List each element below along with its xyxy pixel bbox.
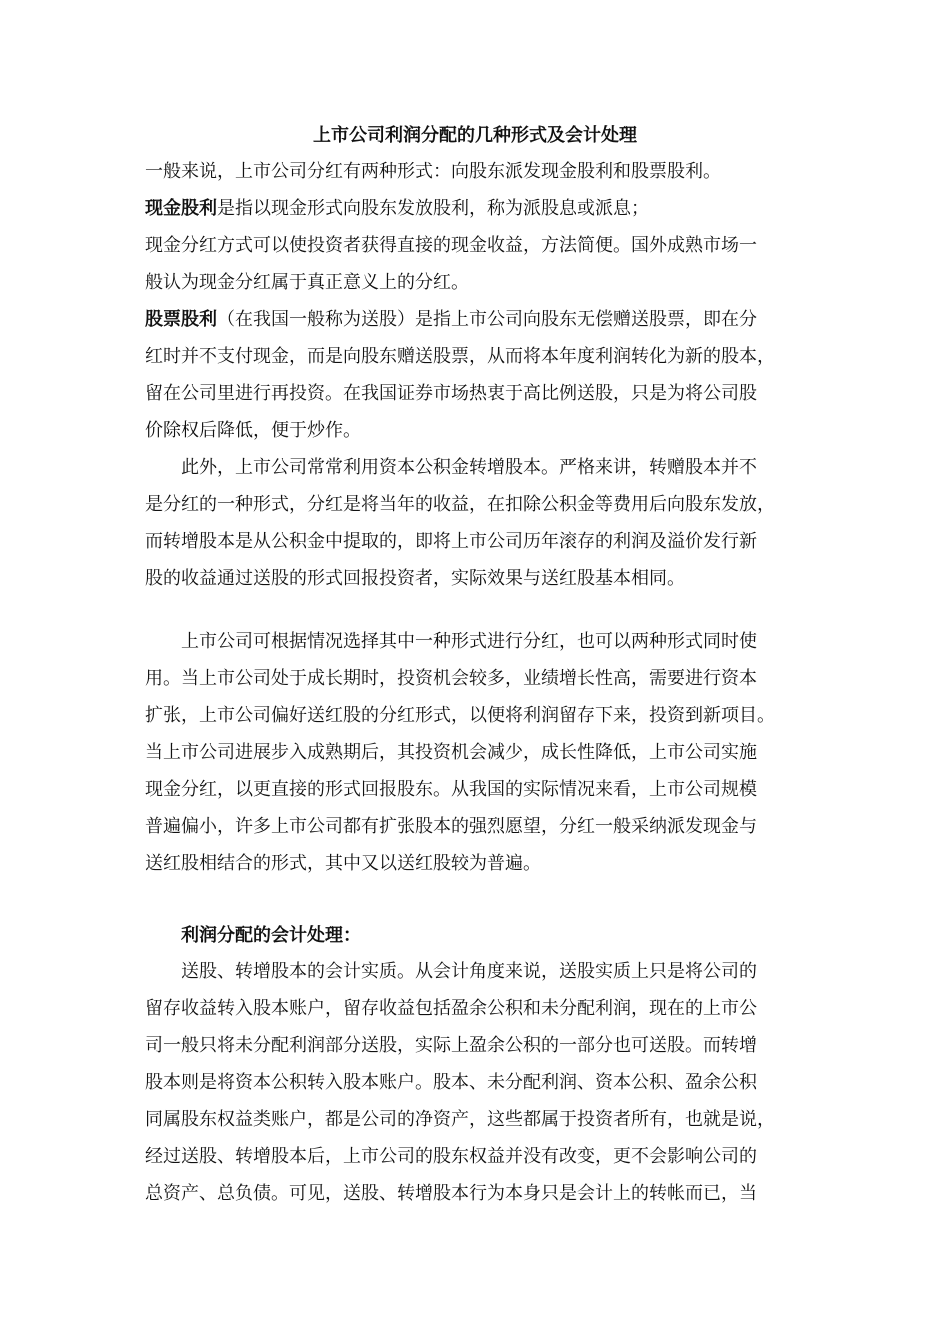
stock-dividend-line-2: 红时并不支付现金，而是向股东赠送股票，从而将本年度利润转化为新的股本，	[145, 346, 775, 367]
choice-paragraph-line-3: 扩张，上市公司偏好送红股的分红形式，以便将利润留存下来，投资到新项目。	[145, 705, 775, 726]
intro-line: 一般来说，上市公司分红有两种形式：向股东派发现金股利和股票股利。	[145, 161, 721, 182]
accounting-paragraph-line-7: 总资产、总负债。可见，送股、转增股本行为本身只是会计上的转帐而已，当	[145, 1183, 757, 1204]
cash-dividend-def-text: 是指以现金形式向股东发放股利，称为派股息或派息；	[217, 198, 649, 219]
accounting-paragraph-line-2: 留存收益转入股本账户，留存收益包括盈余公积和未分配利润，现在的上市公	[145, 998, 757, 1019]
accounting-paragraph-line-4: 股本则是将资本公积转入股本账户。股本、未分配利润、资本公积、盈余公积	[145, 1072, 757, 1093]
stock-dividend-line-4: 价除权后降低，便于炒作。	[145, 420, 361, 441]
stock-dividend-definition	[145, 302, 757, 338]
stock-dividend-line-3: 留在公司里进行再投资。在我国证券市场热衷于高比例送股，只是为将公司股	[145, 383, 757, 404]
choice-paragraph-line-2: 用。当上市公司处于成长期时，投资机会较多，业绩增长性高，需要进行资本	[145, 668, 757, 689]
accounting-section-heading: 利润分配的会计处理：	[181, 925, 361, 946]
conversion-paragraph-line-3: 而转增股本是从公积金中提取的，即将上市公司历年滚存的利润及溢价发行新	[145, 531, 757, 552]
stock-dividend-line-1: （在我国一般称为送股）是指上市公司向股东无偿赠送股票，即在分	[217, 309, 757, 330]
accounting-paragraph-line-3: 司一般只将未分配利润部分送股，实际上盈余公积的一部分也可送股。而转增	[145, 1035, 757, 1056]
choice-paragraph-line-1: 上市公司可根据情况选择其中一种形式进行分红，也可以两种形式同时使	[181, 631, 757, 652]
choice-paragraph-line-6: 普遍偏小，许多上市公司都有扩张股本的强烈愿望，分红一般采纳派发现金与	[145, 816, 757, 837]
stock-dividend-term: 股票股利	[145, 309, 217, 330]
cash-dividend-definition	[145, 191, 649, 227]
choice-paragraph-line-4: 当上市公司进展步入成熟期后，其投资机会减少，成长性降低，上市公司实施	[145, 742, 757, 763]
cash-dividend-term: 现金股利	[145, 198, 217, 219]
cash-paragraph-line-2: 般认为现金分红属于真正意义上的分红。	[145, 272, 469, 293]
accounting-paragraph-line-6: 经过送股、转增股本后，上市公司的股东权益并没有改变，更不会影响公司的	[145, 1146, 757, 1167]
choice-paragraph-line-7: 送红股相结合的形式，其中又以送红股较为普遍。	[145, 853, 541, 874]
accounting-paragraph-line-5: 同属股东权益类账户，都是公司的净资产，这些都属于投资者所有，也就是说，	[145, 1109, 775, 1130]
accounting-paragraph-line-1: 送股、转增股本的会计实质。从会计角度来说，送股实质上只是将公司的	[181, 961, 757, 982]
document-title: 上市公司利润分配的几种形式及会计处理	[313, 125, 637, 146]
conversion-paragraph-line-2: 是分红的一种形式，分红是将当年的收益，在扣除公积金等费用后向股东发放，	[145, 494, 775, 515]
cash-paragraph-line-1: 现金分红方式可以使投资者获得直接的现金收益，方法简便。国外成熟市场一	[145, 235, 757, 256]
conversion-paragraph-line-1: 此外，上市公司常常利用资本公积金转增股本。严格来讲，转赠股本并不	[181, 457, 757, 478]
conversion-paragraph-line-4: 股的收益通过送股的形式回报投资者，实际效果与送红股基本相同。	[145, 568, 685, 589]
choice-paragraph-line-5: 现金分红，以更直接的形式回报股东。从我国的实际情况来看，上市公司规模	[145, 779, 757, 800]
